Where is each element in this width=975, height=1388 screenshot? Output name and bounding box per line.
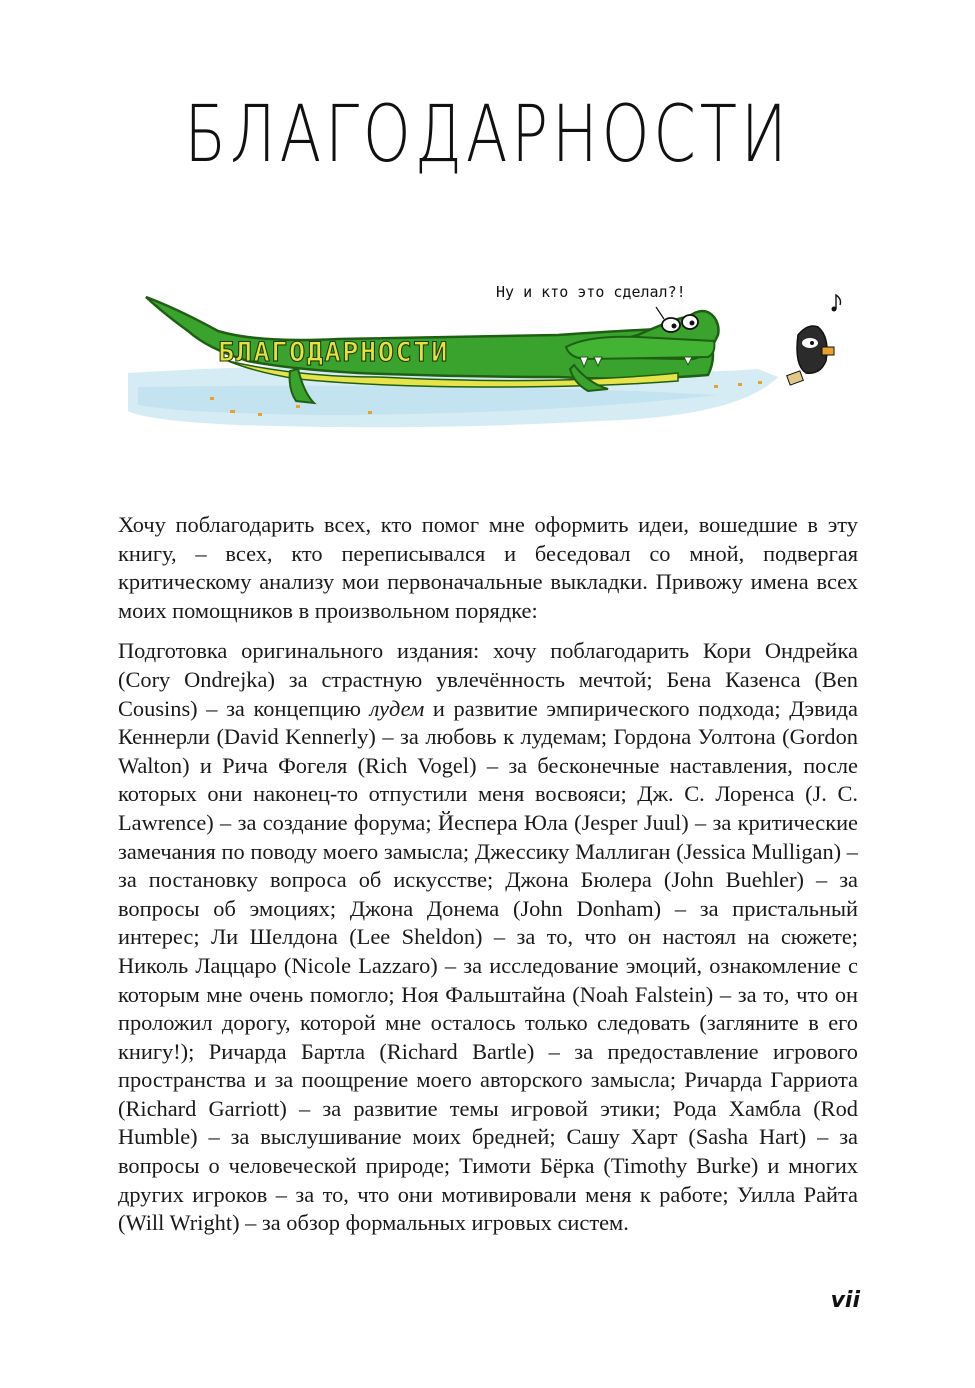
left-eye — [662, 318, 680, 332]
speech-bubble-text: Ну и кто это сделал?! — [496, 283, 686, 301]
credits-text-part2: и развитие эмпирического подхода; Дэвида Кеннерли (David Kennerly) – за любовь к лудемам; Гордона Уолтона (Gordon Walton) и Рича Фогеля (Rich Vogel) – за бесконечные наставления, после которых они наконец-то отпустили меня восвояси; Дж. С. Лоренса (J. C. Lawrence) – за создание форума; Йеспера Юла (Jesper Juul) – за критические замечания по поводу моего замысла; Джессику Маллиган (Jessica Mulligan) – за постановку вопроса об искусстве; Джона Бюлера (John Buehler) – за вопросы об эмоциях; Джона Донема (John Donham) – за пристальный интерес; Ли Шелдона (Lee Sheldon) – за то, что он настоял на сюжете; Николь Лаццаро (Nicole Lazzaro) – за исследование эмоций, ознакомление с которым мне очень помогло; Ноя Фальштайна (Noah Falstein) – за то, что он проложил дорогу, которой мне осталось только следовать (загляните в его книгу!); Ричарда Бартла (Richard Bartle) – за предоставление игрового пространства и за поощрение моего авторского замысла; Ричарда Гарриота (Richard Garriott) – за развитие темы игровой этики; Рода Хамбла (Rod Humble) – за выслушивание моих бредней; Сашу Харт (Sasha Hart) – за вопросы о человеческой природе; Тимоти Бёрка (Timothy Burke) и многих других игроков – за то, что они мотивировали меня к работе; Уилла Райта (Will Wright) – за обзор формальных игровых систем. — [118, 695, 858, 1236]
crocodile-drawing — [118, 265, 863, 445]
credits-paragraph — [118, 637, 858, 1237]
small-creature — [787, 295, 841, 385]
crocodile-label: БЛАГОДАРНОСТИ — [218, 337, 449, 368]
acknowledgements-text — [118, 511, 858, 1250]
credits-text-part1: Подготовка оригинального издания: хочу поблагодарить Кори Ондрейка (Cory Ondrejka) за страстную увлечённость мечтой; Бена Казенса (Ben Cousins) – за концепцию — [118, 638, 858, 721]
intro-paragraph: Хочу поблагодарить всех, кто помог мне оформить идеи, вошедшие в эту книгу, – всех, кто переписывался и беседовал со мной, подвергая критическому анализу мои первоначальные выкладки. Привожу имена всех моих помощников в произвольном порядке: — [118, 512, 858, 623]
credits-italic-term: лудем — [369, 695, 425, 721]
crocodile-illustration — [118, 265, 863, 445]
page-title: БЛАГОДАРНОСТИ — [184, 90, 791, 180]
page-number: vii — [830, 1288, 860, 1313]
crocodile-snout — [566, 337, 714, 359]
speech-pointer — [656, 307, 664, 319]
